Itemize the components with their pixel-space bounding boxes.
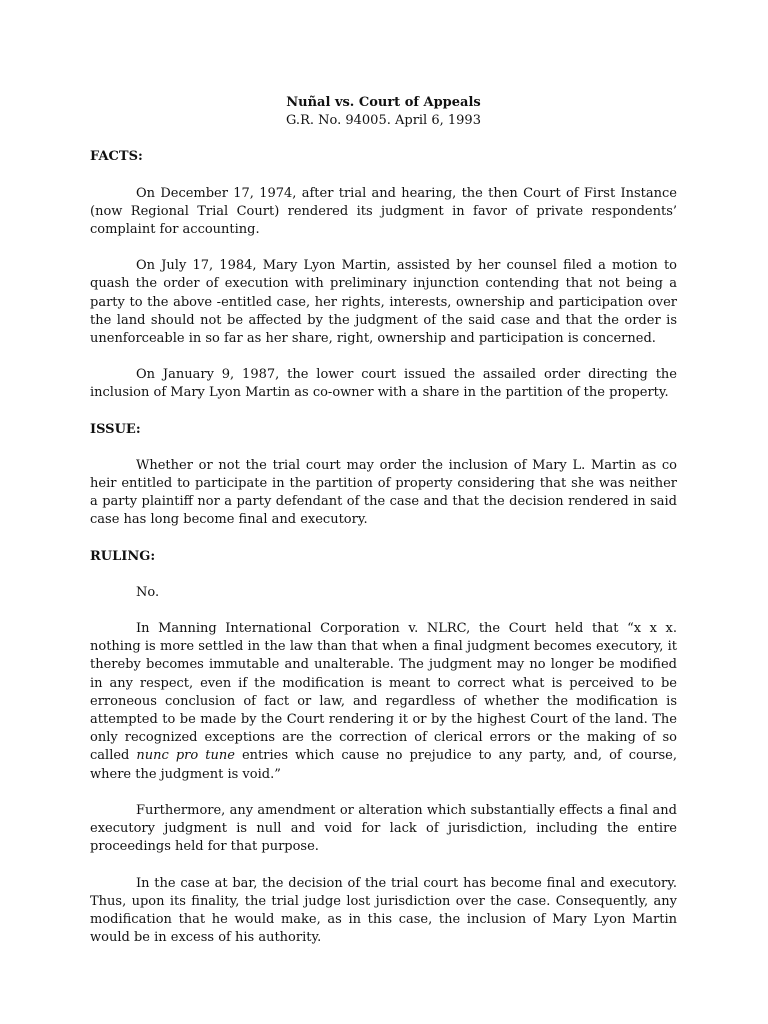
facts-paragraph-3: On January 9, 1987, the lower court issued the assailed order directing the inclusion of Mary Lyon Martin as co-owner with a share in the partition of the property.: [90, 367, 677, 401]
manning-text-before: In Manning International Corporation v. NLRC, the Court held that “x x x. nothing is more settled in the law than that when a final judgment becomes executory, it thereby becomes immutable and unalterable. The judgment may no longer be modified in any respect, even if the modification is meant to correct what is perceived to be erroneous conclusion of fact or law, and regardless of whether the modification is attempted to be made by the Court rendering it or by the highest Court of the land. The only recognized exceptions are the correction of clerical errors or the making of so called: [90, 621, 677, 764]
document-page: [90, 94, 677, 965]
facts-heading: FACTS:: [90, 149, 143, 165]
ruling-manning-paragraph: [90, 620, 677, 784]
ruling-answer: No.: [136, 584, 160, 600]
ruling-heading: RULING:: [90, 548, 156, 564]
issue-heading: ISSUE:: [90, 421, 141, 437]
facts-paragraph-2: On July 17, 1984, Mary Lyon Martin, assisted by her counsel filed a motion to quash the order of execution with preliminary injunction contending that not being a party to the above -entitled case, her rights, interests, ownership and participation over the land should not be affected by the judgment of the said case and that the order is unenforceable in so far as her share, right, ownership and participation is concerned.: [90, 258, 677, 347]
case-title: Nuñal vs. Court of Appeals: [286, 95, 481, 110]
facts-paragraph-1: On December 17, 1974, after trial and hearing, the then Court of First Instance (now Regional Trial Court) rendered its judgment in favor of private respondents’ complaint for accounting.: [90, 185, 677, 238]
case-citation: G.R. No. 94005. April 6, 1993: [286, 113, 481, 129]
manning-text-after: entries which cause no prejudice to any party, and, of course, where the judgment is void.”: [90, 748, 677, 782]
manning-italic-term: nunc pro tune: [136, 748, 235, 764]
ruling-conclusion-paragraph: In the case at bar, the decision of the trial court has become final and executory. Thus, upon its finality, the trial judge lost jurisdiction over the case. Consequently, any modification that he would make, as in this case, the inclusion of Mary Lyon Martin would be in excess of his authority.: [90, 875, 677, 946]
document-header: [90, 94, 677, 130]
ruling-furthermore-paragraph: Furthermore, any amendment or alteration which substantially effects a final and executory judgment is null and void for lack of jurisdiction, including the entire proceedings held for that purpose.: [90, 802, 677, 855]
issue-paragraph: Whether or not the trial court may order the inclusion of Mary L. Martin as co heir entitled to participate in the partition of property considering that she was neither a party plaintiff nor a party defendant of the case and that the decision rendered in said case has long become final and executory.: [90, 457, 677, 528]
